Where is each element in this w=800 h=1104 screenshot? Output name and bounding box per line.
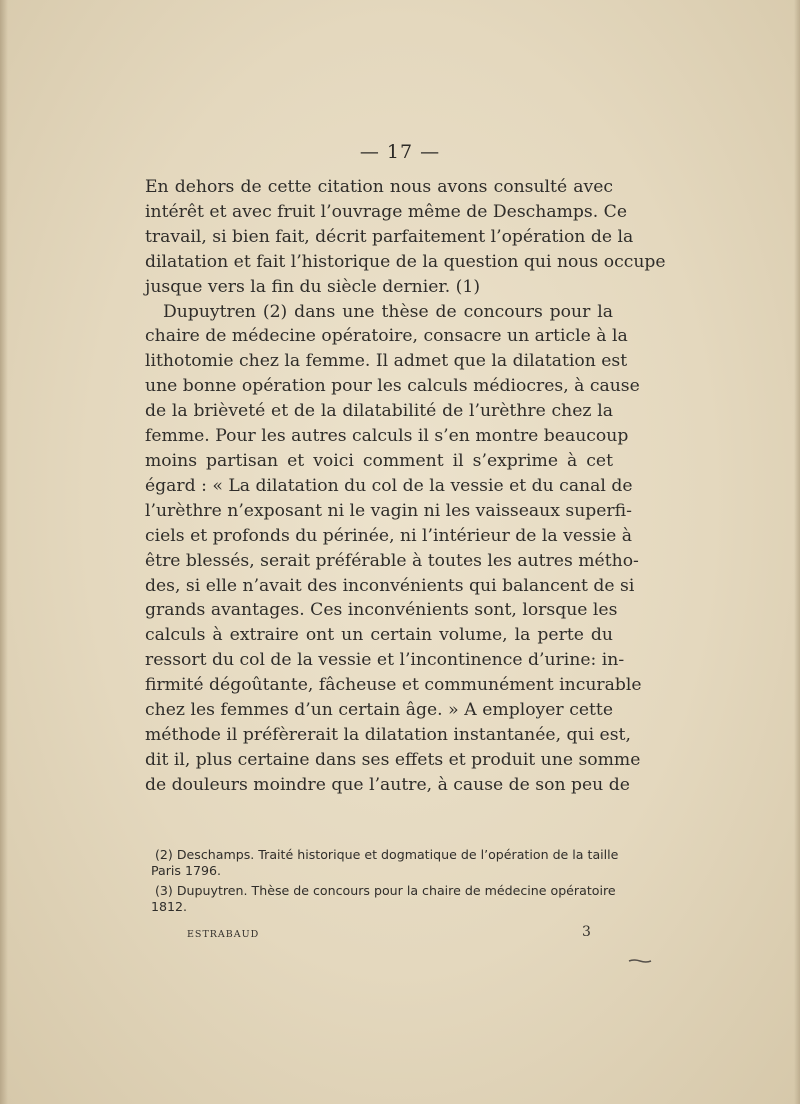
text-line: grands avantages. Ces inconvénients sont, lorsque les <box>145 600 618 621</box>
text-line: égard : « La dilatation du col de la vessie et du canal de <box>145 475 633 496</box>
text-line: dilatation et fait l’historique de la question qui nous occupe <box>145 251 666 272</box>
printer-signature-mark: ESTRABAUD <box>187 929 260 940</box>
footnote-1-line-1: (2) Deschamps. Traité historique et dogmatique de l’opération de la taille <box>155 847 619 862</box>
text-line: ressort du col de la vessie et l’incontinence d’urine: in- <box>145 650 625 671</box>
text-line: moins partisan et voici comment il s’exprime à cet <box>145 450 613 471</box>
text-line: de douleurs moindre que l’autre, à cause de son peu de <box>145 774 630 795</box>
text-line: des, si elle n’avait des inconvénients qui balancent de si <box>145 575 635 596</box>
text-line: de la brièveté et de la dilatabilité de l’urèthre chez la <box>145 401 613 422</box>
sheet-number: 3 <box>582 924 591 940</box>
text-line: être blessés, serait préférable à toutes les autres métho- <box>145 550 639 571</box>
text-line: lithotomie chez la femme. Il admet que la dilatation est <box>145 351 628 372</box>
text-line: En dehors de cette citation nous avons consulté avec <box>145 177 613 197</box>
page-edge-shadow-right <box>794 0 800 1104</box>
footnote-1-line-2: Paris 1796. <box>151 863 222 878</box>
text-line: dit il, plus certaine dans ses effets et produit une somme <box>145 749 641 770</box>
text-line: ciels et profonds du périnée, ni l’intérieur de la vessie à <box>145 525 633 546</box>
footnotes <box>151 847 619 915</box>
page-edge-shadow-left <box>0 0 8 1104</box>
text-line: méthode il préfèrerait la dilatation instantanée, qui est, <box>145 724 631 745</box>
footnote-2-line-1: (3) Dupuytren. Thèse de concours pour la chaire de médecine opératoire <box>155 883 616 898</box>
text-line: une bonne opération pour les calculs médiocres, à cause <box>145 376 640 397</box>
body-text <box>145 175 666 798</box>
footnote-2-line-2: 1812. <box>151 899 188 914</box>
text-line: calculs à extraire ont un certain volume, la perte du <box>145 625 613 646</box>
text-line: Dupuytren (2) dans une thèse de concours pour la <box>163 301 613 322</box>
text-line: firmité dégoûtante, fâcheuse et communément incurable <box>145 675 642 696</box>
text-line: travail, si bien fait, décrit parfaitement l’opération de la <box>145 226 634 247</box>
ink-smudge-mark <box>628 958 652 964</box>
text-line: chez les femmes d’un certain âge. » A employer cette <box>145 700 613 721</box>
text-line: femme. Pour les autres calculs il s’en montre beaucoup <box>145 426 629 447</box>
text-line: jusque vers la fin du siècle dernier. (1) <box>145 276 481 297</box>
page-number-header: — 17 — <box>359 141 441 163</box>
text-line: chaire de médecine opératoire, consacre un article à la <box>145 326 628 347</box>
text-line: l’urèthre n’exposant ni le vagin ni les vaisseaux superfi- <box>145 500 632 521</box>
text-line: intérêt et avec fruit l’ouvrage même de Deschamps. Ce <box>145 201 627 222</box>
